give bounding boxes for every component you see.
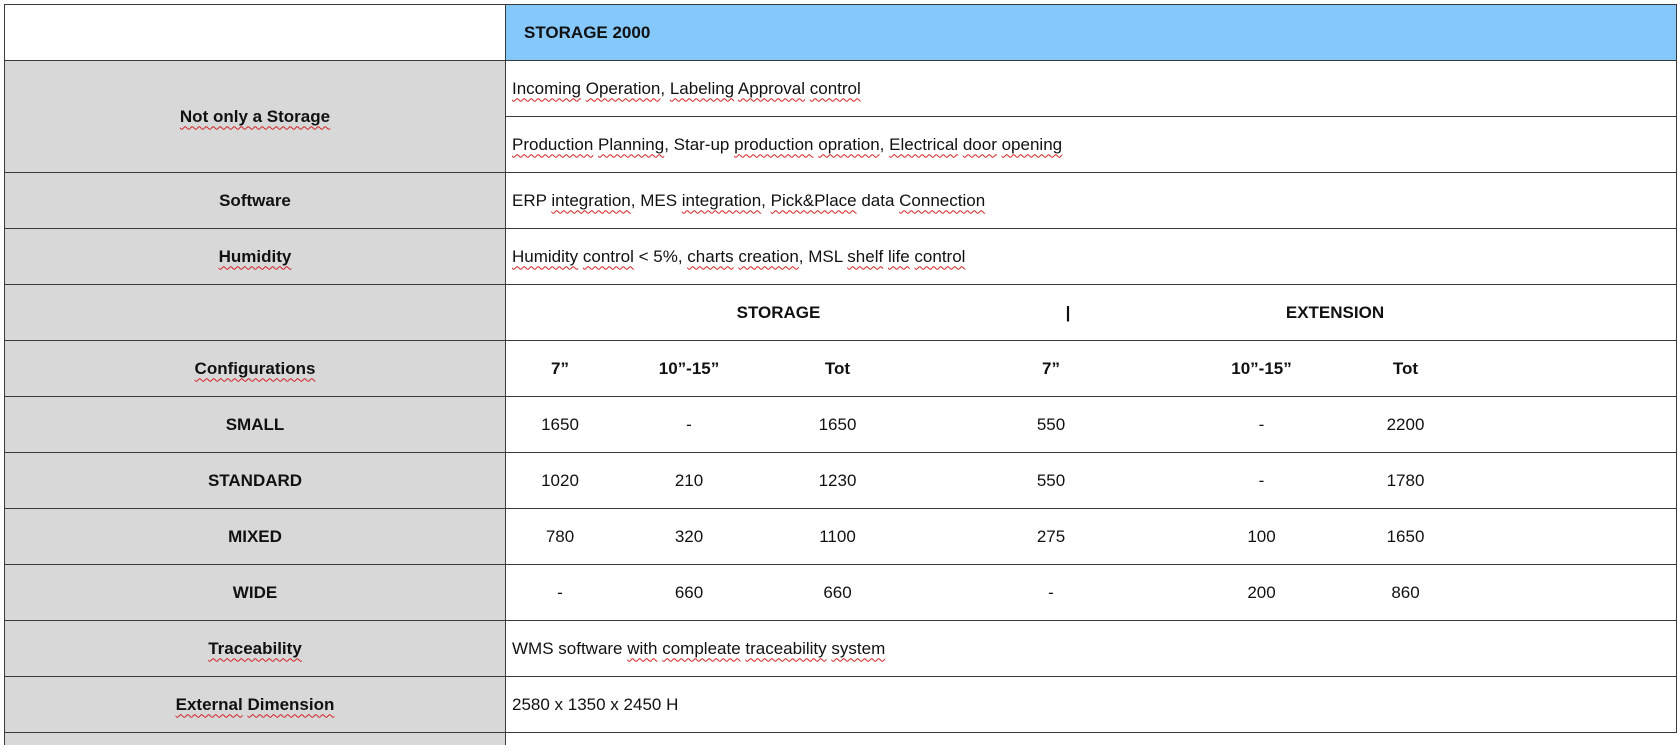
table-cell: - [686,414,692,434]
config-row-mixed [5,509,1677,565]
group-separator: | [1065,302,1071,322]
group-header-row [5,285,1677,341]
word: Planning [598,134,665,154]
text-fragment: , [761,190,771,210]
partial-value-cell [506,733,1677,746]
word: Production [512,134,594,154]
text-fragment: , MES [630,190,682,210]
column-header: 10”-15” [1231,358,1292,378]
text-fragment: , [879,134,890,154]
word: with [627,638,658,658]
software-row [5,173,1677,229]
external-dimension-row [5,677,1677,733]
table-cell: - [1258,414,1265,434]
table-cell: 660 [674,582,704,602]
word: traceability [745,638,827,658]
word: door [962,134,997,154]
configurations-header-cell [506,341,1677,397]
table-cell: 550 [1036,414,1066,434]
config-row-wide [5,565,1677,621]
word: control [914,246,966,266]
table-cell: 2200 [1386,414,1425,434]
not-only-row-1 [5,61,1677,117]
traceability-label: Traceability [208,638,302,658]
configurations-label-cell [5,341,506,397]
word: Pick&Place [770,190,857,210]
column-header: 7” [1042,358,1060,378]
title-row [5,5,1677,61]
traceability-label-cell [5,621,506,677]
config-values [506,565,1677,621]
table-cell: 1780 [1386,470,1425,490]
word: creation [738,246,799,266]
word: Electrical [889,134,959,154]
config-values [506,397,1677,453]
table-cell: 660 [823,582,852,602]
config-row-small [5,397,1677,453]
word: integration [681,190,762,210]
table-cell: 100 [1247,526,1276,546]
table-cell: 1650 [1386,526,1425,546]
not-only-line2 [506,117,1677,173]
config-values [506,453,1677,509]
humidity-label: Humidity [218,246,292,266]
storage-group-header: STORAGE [736,302,821,322]
group-header-label-cell [5,285,506,341]
table-cell: 210 [674,470,704,490]
traceability-text [506,621,1677,677]
external-dimension-label-cell [5,677,506,733]
text-fragment: , MSL [798,246,848,266]
word: integration [551,190,631,210]
humidity-row [5,229,1677,285]
text-fragment: ERP [512,190,552,210]
config-name: SMALL [5,397,506,453]
product-title: STORAGE 2000 [506,5,1677,61]
word: control [809,78,861,98]
table-cell: 1020 [541,470,579,490]
word: compleate [662,638,741,658]
table-cell: 1650 [541,414,579,434]
config-row-standard [5,453,1677,509]
word: system [831,638,886,658]
text-fragment: data [856,190,900,210]
table-cell: - [1048,582,1054,602]
column-header: 10”-15” [658,358,720,378]
column-header: 7” [551,358,569,378]
word: life [887,246,910,266]
word: Incoming [512,78,581,98]
word: opration [818,134,880,154]
partial-next-row [5,733,1677,746]
word: Humidity [512,246,579,266]
column-header: Tot [824,358,851,378]
extension-group-header: EXTENSION [1285,302,1385,322]
config-name: MIXED [5,509,506,565]
word: charts [687,246,734,266]
config-name: WIDE [5,565,506,621]
partial-label-cell [5,733,506,746]
word: External [175,694,243,714]
table-cell: 860 [1391,582,1420,602]
table-cell: - [1258,470,1265,490]
not-only-label-cell [5,61,506,173]
configurations-label: Configurations [194,358,316,378]
storage-spec-table [4,4,1677,745]
config-values [506,509,1677,565]
not-only-label [180,107,330,126]
spec-sheet [4,4,1676,745]
table-cell: 200 [1247,582,1276,602]
table-cell: 1230 [818,470,857,490]
external-dimension-value: 2580 x 1350 x 2450 H [506,677,1677,733]
word: production [734,134,814,154]
table-cell: 1100 [819,526,856,546]
software-text [506,173,1677,229]
group-header-cell [506,285,1677,341]
software-label: Software [5,173,506,229]
top-left-cell [5,5,506,61]
config-name: STANDARD [5,453,506,509]
word: opening [1001,134,1063,154]
humidity-text [506,229,1677,285]
table-cell: 275 [1036,526,1066,546]
table-cell: 1650 [818,414,857,434]
word: Connection [899,190,986,210]
configurations-header-row [5,341,1677,397]
text-fragment: , [660,78,670,98]
column-header: Tot [1392,358,1419,378]
table-cell: 320 [674,526,704,546]
word: control [582,246,634,266]
word: Dimension [247,694,335,714]
text-fragment: , Star-up [664,134,735,154]
humidity-label-cell [5,229,506,285]
text-fragment: WMS software [512,638,628,658]
table-cell: - [557,582,563,602]
not-only-line1 [506,61,1677,117]
table-cell: 780 [545,526,575,546]
traceability-row [5,621,1677,677]
not-only-label-text: Not only a Storage [179,106,331,126]
word: Approval [737,78,806,98]
word: Labeling [669,78,735,98]
word: shelf [847,246,884,266]
text-fragment: < 5%, [633,246,688,266]
word: Operation [585,78,661,98]
table-cell: 550 [1036,470,1066,490]
